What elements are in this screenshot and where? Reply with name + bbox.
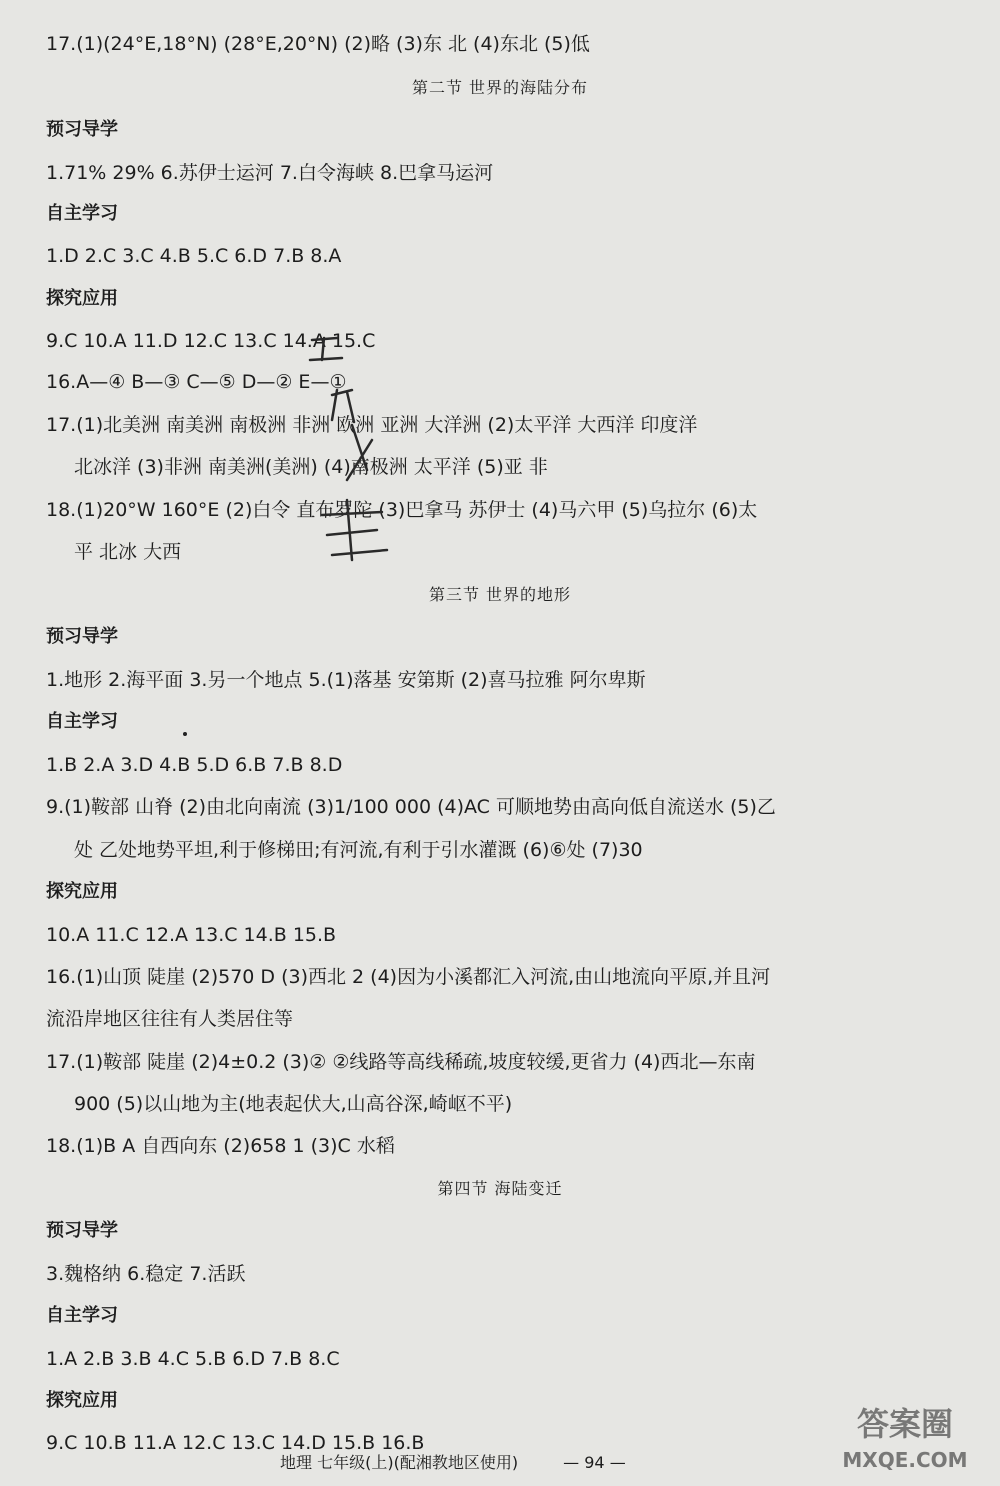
- subheading: 探究应用: [46, 1390, 118, 1411]
- footer-subject: 地理 七年级(上)(配湘教地区使用): [280, 1453, 519, 1472]
- subheading: 自主学习: [46, 203, 118, 224]
- answer-line: 17.(1)鞍部 陡崖 (2)4±0.2 (3)② ②线路等高线稀疏,坡度较缓,更省力 (4)西北—东南: [46, 1051, 756, 1073]
- answer-line: 17.(1)(24°E,18°N) (28°E,20°N) (2)略 (3)东 北 (4)东北 (5)低: [46, 33, 590, 55]
- subheading: 预习导学: [46, 626, 118, 647]
- answer-line: 10.A 11.C 12.A 13.C 14.B 15.B: [46, 924, 337, 946]
- section-title: 第四节 海陆变迁: [437, 1179, 563, 1198]
- answer-line: 1.A 2.B 3.B 4.C 5.B 6.D 7.B 8.C: [46, 1348, 340, 1370]
- answer-line: 17.(1)北美洲 南美洲 南极洲 非洲 欧洲 亚洲 大洋洲 (2)太平洋 大西洋 印度洋: [46, 414, 698, 436]
- answer-line: 1.B 2.A 3.D 4.B 5.D 6.B 7.B 8.D: [46, 754, 343, 776]
- subheading: 预习导学: [46, 119, 118, 140]
- subheading: 探究应用: [46, 881, 118, 902]
- subheading: 预习导学: [46, 1220, 118, 1241]
- answer-line: 18.(1)B A 自西向东 (2)658 1 (3)C 水稻: [46, 1135, 395, 1157]
- ink-dot: [183, 732, 187, 736]
- answer-line: 9.(1)鞍部 山脊 (2)由北向南流 (3)1/100 000 (4)AC 可顺地势由高向低自流送水 (5)乙: [46, 796, 776, 818]
- watermark-site: MXQE.COM: [842, 1448, 968, 1472]
- watermark-logo: 答案圈: [856, 1405, 953, 1443]
- watermark: [820, 1400, 990, 1480]
- answer-line: 北冰洋 (3)非洲 南美洲(美洲) (4)南极洲 太平洋 (5)亚 非: [74, 456, 548, 478]
- subheading: 自主学习: [46, 711, 118, 732]
- answer-line: 平 北冰 大西: [74, 541, 182, 563]
- answer-line: 16.(1)山顶 陡崖 (2)570 D (3)西北 2 (4)因为小溪都汇入河流,由山地流向平原,并且河: [46, 966, 771, 988]
- answer-line: 处 乙处地势平坦,利于修梯田;有河流,有利于引水灌溉 (6)⑥处 (7)30: [74, 839, 643, 861]
- answer-line: 18.(1)20°W 160°E (2)白令 直布罗陀 (3)巴拿马 苏伊士 (4)马六甲 (5)乌拉尔 (6)太: [46, 499, 758, 521]
- answer-line: 1.D 2.C 3.C 4.B 5.C 6.D 7.B 8.A: [46, 245, 342, 267]
- answer-line: 1.71% 29% 6.苏伊士运河 7.白令海峡 8.巴拿马运河: [46, 162, 494, 184]
- answer-line: 9.C 10.A 11.D 12.C 13.C 14.A 15.C: [46, 330, 376, 352]
- section-title: 第二节 世界的海陆分布: [411, 78, 589, 97]
- answer-line: 1.地形 2.海平面 3.另一个地点 5.(1)落基 安第斯 (2)喜马拉雅 阿尔卑斯: [46, 669, 646, 691]
- answer-line: 流沿岸地区往往有人类居住等: [46, 1008, 294, 1030]
- subheading: 自主学习: [46, 1305, 118, 1326]
- page-number: — 94 —: [563, 1453, 626, 1472]
- section-title: 第三节 世界的地形: [428, 585, 572, 604]
- answer-line: 900 (5)以山地为主(地表起伏大,山高谷深,崎岖不平): [74, 1093, 513, 1115]
- answer-line: 3.魏格纳 6.稳定 7.活跃: [46, 1263, 246, 1285]
- answer-line: 9.C 10.B 11.A 12.C 13.C 14.D 15.B 16.B: [46, 1432, 425, 1454]
- page-footer: [280, 1452, 626, 1474]
- answer-line: 16.A—④ B—③ C—⑤ D—② E—①: [46, 371, 347, 393]
- subheading: 探究应用: [46, 288, 118, 309]
